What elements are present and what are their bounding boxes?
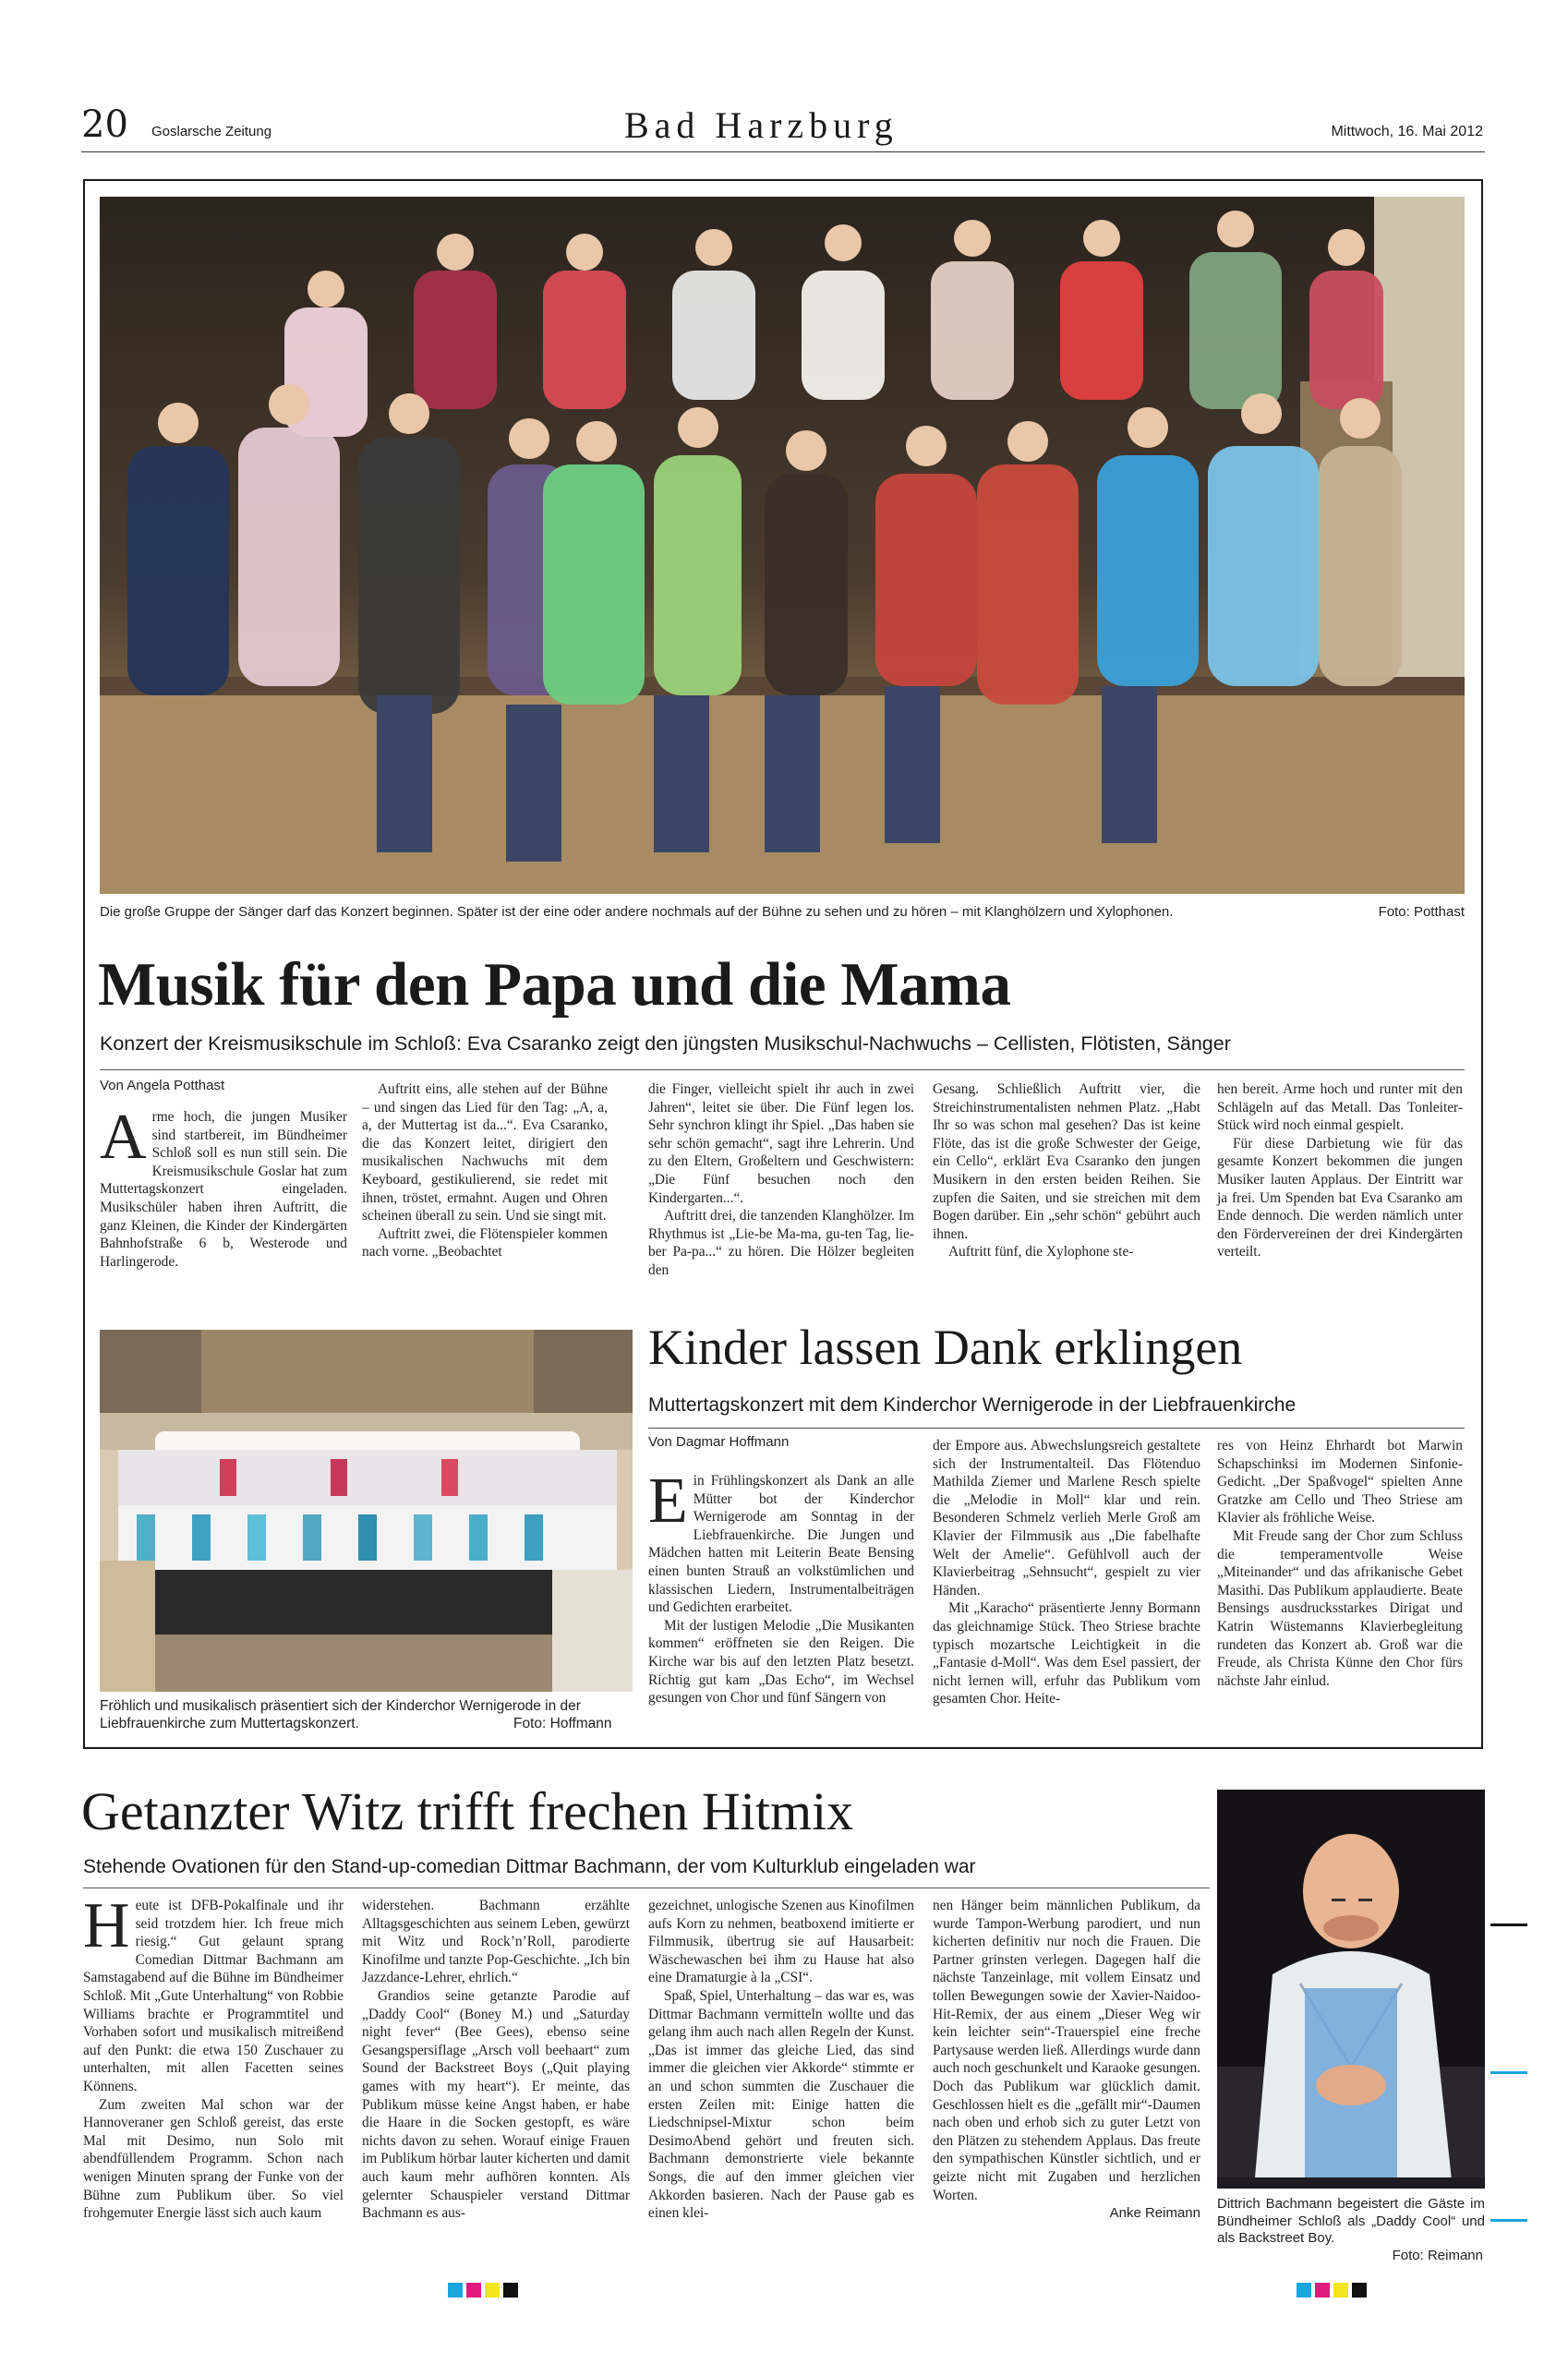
article1-col1-text: rme hoch, die jungen Musiker sind startbereit, im Bündheimer Schloß soll es nun still sein. Die Kreismusikschule Goslar hat zum Muttertagskonzert eingeladen. Musikschüler haben ihren Auftritt, die ganz Kleinen, die Kinder der Kindergärten Bahnhofstraße 6 b, Westerode und Harlingerode. [100,1109,347,1270]
photo1-credit: Foto: Potthast [1378,904,1465,920]
article1-col5b-text: Für diese Darbietung wie für das gesamte Konzert bekommen die jungen Musiker lauten Applaus. Der Eintritt war ja frei. Um Spenden bat Eva Csaranko am Ende dennoch. Die werden nämlich unter den Fördervereinen der drei Kindergärten verteilt. [1217,1135,1463,1260]
article2-col1b-text: Mit der lustigen Melodie „Die Musikanten kommen“ eröffneten sie den Reigen. Die Kirche war bis auf den letzten Platz besetzt. Richtig gut kam „Das Echo“, im Wechsel gesungen von Chor und fünf Sängern von [648,1617,914,1707]
article3-column-4 [933,1897,1200,2223]
margin-mark-1 [1490,1924,1527,1926]
comedian-photo [1217,1790,1485,2189]
article1-col2b-text: Auftritt zwei, die Flötenspieler kommen nach vorne. „Beobachtet [362,1225,608,1260]
article3-dropcap: H [83,1890,130,1961]
cyan-mark [1297,2283,1311,2298]
article2-subhead: Muttertagskonzert mit dem Kinderchor Wernigerode in der Liebfrauenkirche [648,1394,1297,1416]
newspaper-name: Goslarsche Zeitung [151,124,272,139]
article3-col2b-text: Grandios seine getanzte Parodie auf „Daddy Cool“ (Boney M.) und „Saturday night fever“ (Bee Gees), ebenso seine Gesangspersiflage „Arsch voll beehaart“ zum Sound der Backstreet Boys („Quit playing games with my heart“). Er meinte, das Publikum müsse keine Angst haben, er habe die Haare in die Socken gestopft, es wäre nichts davon zu sehen. Worauf einige Frauen im Publikum hörbar lauter kicherten und damit auch kaum mehr aufhören konnten. Als gelernter Schauspieler verstand Dittmar Bachmann es aus- [362,1987,630,2222]
photo-children-on-stage [100,197,1465,894]
article1-rule [100,1069,1465,1070]
black-mark [503,2283,518,2298]
article3-subhead: Stehende Ovationen für den Stand-up-comedian Dittmar Bachmann, der vom Kulturklub eingeladen war [83,1856,976,1877]
photo1-caption [100,903,1300,921]
article1-column-4 [933,1080,1200,1261]
issue-date: Mittwoch, 16. Mai 2012 [1331,124,1483,139]
section-title: Bad Harzburg [624,104,899,146]
article2-byline: Von Dagmar Hoffmann [648,1434,790,1450]
article1-column-5 [1217,1080,1463,1261]
article2-column-3 [1217,1437,1463,1690]
article3-column-2 [362,1897,630,2223]
article2-col2b-text: Mit „Karacho“ präsentierte Jenny Bormann das gleichnamige Stück. Theo Striese brachte typisch mozartsche Leichtigkeit in die „Fantasie d-Moll“. Was dem Esel passiert, der nicht lernen will, erfuhr das Publikum vom gesamten Chor. Heite- [933,1600,1200,1707]
article2-column-2 [933,1437,1200,1708]
article1-dropcap: A [100,1102,147,1173]
photo2-caption-text: Fröhlich und musikalisch präsentiert sich der Kinderchor Wernigerode in der Liebfrauenkirche zum Muttertagskonzert. [100,1698,581,1731]
photo3-caption [1217,2196,1485,2248]
yellow-mark [485,2283,500,2298]
article2-col3-text: res von Heinz Ehrhardt bot Marwin Schapschinksi im Modernen Sinfonie-Gedicht. „Der Spaßvogel“ spielten Anne Gratzke am Cello und Theo Striese am Klavier als fröhliche Weise. [1217,1438,1463,1526]
margin-mark-3 [1490,2219,1527,2222]
magenta-mark [1315,2283,1330,2298]
article1-column-1 [100,1102,347,1271]
photo-comedian-on-stage [1217,1790,1485,2189]
black-mark [1352,2283,1367,2298]
article3-col2-text: widerstehen. Bachmann erzählte Alltagsgeschichten aus seinem Leben, gewürzt mit Witz und Rock’n’Roll, parodierte Kinofilme und tanzte Pop-Geschichte. „Ich bin Jazzdance-Lehrer, ehrlich.“ [362,1898,630,1986]
wernigerode-choir-photo [100,1330,633,1692]
page-number: 20 [81,103,128,146]
magenta-mark [466,2283,481,2298]
color-marks-right [1297,2283,1367,2298]
article1-col3-text: die Finger, vielleicht spielt ihr auch in zwei Jahren“, leitet sie über. Die Fünf legen los. Sehr synchron klingt ihr Spiel. „Das haben sie sehr schön gemacht“, sagt ihre Lehrerin. Und zu den Eltern, Großeltern und Geschwistern: „Die Fünf besuchen noch den Kindergarten...“. [648,1081,914,1206]
article1-col3b-text: Auftritt drei, die tanzenden Klanghölzer. Im Rhythmus ist „Lie-be Ma-ma, gu-ten Tag, lie-ber Pa-pa...“ zu hören. Die Hölzer begleiten den [648,1208,914,1278]
article3-col1b-text: Zum zweiten Mal schon war der Hannoveraner gen Schloß gereist, das erste Mal mit Desimo, nun Solo mit abendfüllendem Programm. Schon nach wenigen Minuten sprang der Funke von der Bühne zum Publikum über. So viel frohgemuter Energie lässt sich auch kaum [83,2096,344,2222]
photo-church-choir [100,1330,633,1692]
article1-col2-text: Auftritt eins, alle stehen auf der Bühne – und singen das Lied für den Tag: „A, a, a, der Muttertag ist da...“. Eva Csaranko, die das Konzert leitet, dirigiert den musikalischen Nachwuchs mit dem Keyboard, gestikulierend, sie redet mit ihnen, tröstet, ermahnt. Augen und Ohren scheinen überall zu sein. Und sie singt mit. [362,1081,608,1224]
photo3-credit: Foto: Reimann [1392,2248,1483,2263]
photo1-caption-text: Die große Gruppe der Sänger darf das Konzert beginnen. Später ist der eine oder andere nochmals auf der Bühne zu sehen und zu hören – mit Klanghölzern und Xylophonen. [100,904,1174,920]
article3-col1-text: eute ist DFB-Pokalfinale und ihr seid trotzdem hier. Ich freue mich riesig.“ Gut gelaunt sprang Comedian Dittmar Bachmann am Samstagabend auf die Bühne im Bündheimer Schloß. Mit „Gute Unterhaltung“ von Robbie Williams brachte er Programmtitel und Vorhaben sofort und musikalisch mitreißend auf den Punkt: die etwa 150 Zuschauer zu unterhalten, mit allen Facetten seines Könnens. [83,1898,344,2094]
photo3-caption-text: Dittrich Bachmann begeistert die Gäste im Bündheimer Schloß als „Daddy Cool“ und als Backstreet Boy. [1217,2196,1485,2246]
article3-column-1 [83,1890,344,2223]
article3-headline: Getanzter Witz trifft frechen Hitmix [81,1781,854,1841]
article2-col3b-text: Mit Freude sang der Chor zum Schluss die temperamentvolle Weise „Miteinander“ und das afrikanische Gebet Masithi. Das Publikum applaudierte. Beate Bensings ausdrucksstarkes Dirigat und Katrin Wüstemanns Klavierbegleitung rundeten das Konzert ab. Groß war die Freude, als Christa Künne den Chor fürs nächste Jahr einlud. [1217,1527,1463,1689]
article1-column-2 [362,1080,608,1261]
article2-dropcap: E [648,1465,688,1537]
article1-subhead: Konzert der Kreismusikschule im Schloß: Eva Csaranko zeigt den jüngsten Musikschul-Nachwuchs – Cellisten, Flötisten, Sänger [100,1032,1231,1055]
article1-column-3 [648,1080,914,1280]
article1-col4b-text: Auftritt fünf, die Xylophone ste- [947,1244,1134,1260]
article2-column-1 [648,1465,914,1707]
article2-col1-text: in Frühlingskonzert als Dank an alle Mütter bot der Kinderchor Wernigerode am Sonntag in der Liebfrauenkirche. Die Jungen und Mädchen hatten mit Leiterin Beate Bensing einen bunten Strauß an volkstümlichen und klassischen Liedern, Instrumentalbeiträgen und Gedichten erarbeitet. [648,1473,914,1616]
article3-col3b-text: Spaß, Spiel, Unterhaltung – das war es, was Dittmar Bachmann vermitteln wollte und das gelang ihm auch nach allen Regeln der Kunst. „Das ist immer das gleiche Lied, das sind immer die gleichen vier Akkorde“ stimmte er an und schon summten die Zuschauer die ersten Zeilen mit: Einige hatten die Liedschnipsel-Mixtur schon beim DesimoAbend gehört und freuten sich. Bachmann demonstrierte viele bekannte Songs, die auf den immer gleichen vier Akkorden basieren. Nach der Pause gab es einen klei- [648,1987,914,2222]
article1-col5-text: hen bereit. Arme hoch und runter mit den Schlägeln auf das Metall. Das Tonleiter-Stück wird noch einmal gespielt. [1217,1081,1463,1134]
photo2-credit: Foto: Hoffmann [513,1716,612,1731]
children-choir-photo [100,197,1465,894]
color-marks-left [448,2283,518,2298]
yellow-mark [1333,2283,1348,2298]
article3-author: Anke Reimann [1109,2205,1200,2222]
article3-col4-text: nen Hänger beim männlichen Publikum, da wurde Tampon-Werbung parodiert, und nun kicherten definitiv nur noch die Frauen. Die Partner grinsten verlegen. Dagegen half die nächste Tanzeinlage, mit vollem Einsatz und tollen Bewegungen sowie der Xavier-Naidoo-Hit-Remix, der aus einem „Dieser Weg wir kein leichter sein“-Trauerspiel eine freche Partysause werden ließ. Allerdings wurde dann auch noch geschunkelt und Karaoke gesungen. Doch das Publikum war glücklich damit. Geschlossen hielt es die „gefällt mir“-Daumen nach oben und erhob sich zu guter Letzt von den Plätzen zu stehendem Applaus. Das freute den sympathischen Künstler sichtlich, und er geizte nicht mit Zugaben und herzlichen Worten. [933,1898,1200,2203]
article1-byline: Von Angela Potthast [100,1078,225,1093]
article3-col3-text: gezeichnet, unlogische Szenen aus Kinofilmen aufs Korn zu nehmen, beatboxend imitierte er Filmmusik, übertrug sie auf Hausarbeit: Wäschewaschen bei ihm zu Hause hat also eine Dramaturgie à la „CSI“. [648,1898,914,1986]
article1-col4-text: Gesang. Schließlich Auftritt vier, die Streichinstrumentalisten nehmen Platz. „Habt Ihr so was schon mal gesehen? Das ist keine Flöte, das ist die große Schwester der Geige, ein Cello“, erklärt Eva Csaranko den jungen Musikern in den ersten beiden Reihen. Sie zupfen die Saiten, und sie streichen mit dem Bogen darüber. Ein „sehr schön“ gebührt auch ihnen. [933,1081,1200,1242]
header-rule [81,151,1485,152]
article2-col2-text: der Empore aus. Abwechslungsreich gestaltete sich der Instrumentalteil. Das Flötenduo Mathilda Ziemer und Marlene Resch spielte die „Melodie in Moll“ klar und rein. Besonderen Schmelz verlieh Merle Groß am Klavier der Filmmusik aus „Die fabelhafte Welt der Amelie“. Gefühlvoll auch der Klavierbeitrag „Sehnsucht“, gespielt zu vier Händen. [933,1438,1200,1598]
cyan-mark [448,2283,463,2298]
article3-column-3 [648,1897,914,2223]
article1-headline: Musik für den Papa und die Mama [98,950,1011,1019]
article2-headline: Kinder lassen Dank erklingen [648,1320,1243,1375]
margin-mark-2 [1490,2071,1527,2074]
article2-rule [648,1428,1465,1429]
